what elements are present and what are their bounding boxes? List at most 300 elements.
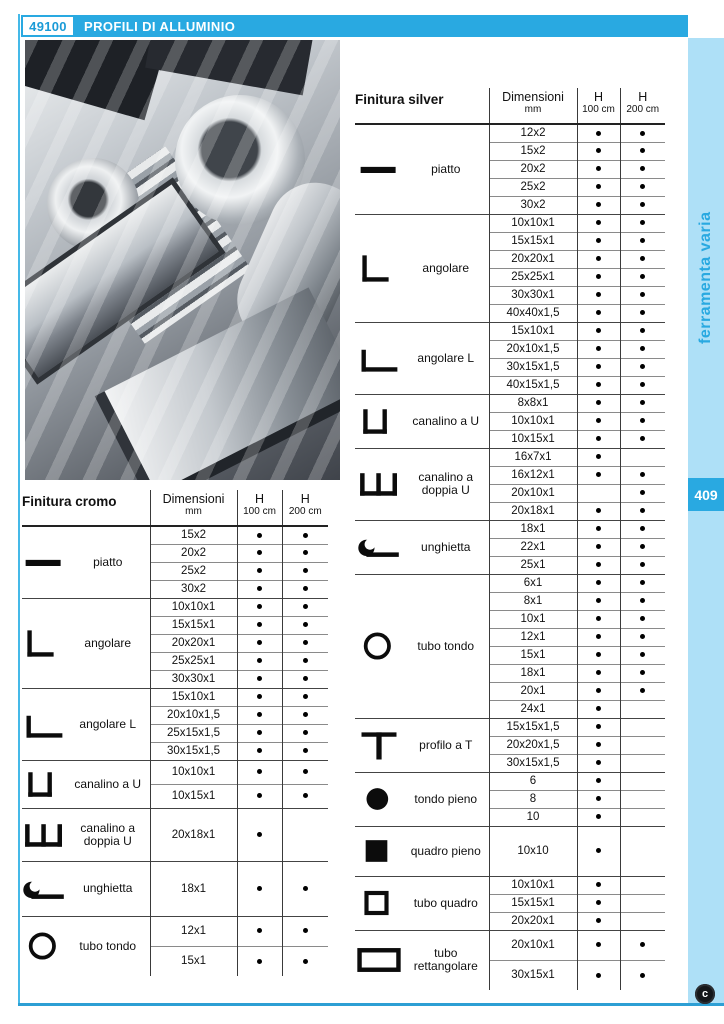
- availability-dot: [596, 202, 601, 207]
- availability-dot: [596, 238, 601, 243]
- dimension-value: 6x1: [489, 574, 577, 592]
- h200-availability: [620, 610, 665, 628]
- h200-availability: [620, 232, 665, 250]
- h200-availability: [620, 178, 665, 196]
- availability-dot: [596, 131, 601, 136]
- availability-dot: [257, 586, 262, 591]
- availability-dot: [257, 640, 262, 645]
- h200-availability: [282, 616, 328, 634]
- availability-dot: [640, 364, 645, 369]
- availability-dot: [596, 256, 601, 261]
- h100-availability: [577, 912, 620, 930]
- table-row: [355, 718, 665, 736]
- h200-availability: [620, 502, 665, 520]
- canalino-u-icon: [22, 760, 66, 808]
- h200-availability: [620, 808, 665, 826]
- h100-availability: [237, 808, 282, 861]
- h200-availability: [620, 574, 665, 592]
- availability-dot: [257, 604, 262, 609]
- availability-dot: [303, 694, 308, 699]
- profile-group-profilo-a-t: [355, 718, 665, 772]
- availability-dot: [596, 562, 601, 567]
- availability-dot: [596, 472, 601, 477]
- dimension-value: 30x15x1: [489, 960, 577, 990]
- availability-dot: [596, 742, 601, 747]
- profile-group-quadro-pieno: [355, 826, 665, 876]
- profile-label: tondo pieno: [403, 772, 489, 826]
- unghietta-icon: [22, 861, 66, 916]
- availability-dot: [257, 832, 262, 837]
- dimension-value: 15x15x1: [150, 616, 237, 634]
- dimension-value: 18x1: [150, 861, 237, 916]
- dimension-value: 16x7x1: [489, 448, 577, 466]
- h200-availability: [620, 466, 665, 484]
- h100-availability: [577, 664, 620, 682]
- availability-dot: [303, 769, 308, 774]
- dimension-value: 30x2: [489, 196, 577, 214]
- dimension-value: 6: [489, 772, 577, 790]
- availability-dot: [257, 550, 262, 555]
- h200-availability: [620, 448, 665, 466]
- dimension-value: 12x1: [489, 628, 577, 646]
- h100-availability: [577, 340, 620, 358]
- h100-header: H 100 cm: [237, 490, 282, 526]
- h200-availability: [620, 376, 665, 394]
- h100-availability: [237, 670, 282, 688]
- availability-dot: [640, 490, 645, 495]
- h200-availability: [620, 412, 665, 430]
- h100-availability: [237, 544, 282, 562]
- h100-availability: [577, 412, 620, 430]
- h100-availability: [237, 760, 282, 784]
- availability-dot: [303, 730, 308, 735]
- page-title-bar: [75, 15, 688, 37]
- profile-group-piatto: [355, 124, 665, 214]
- availability-dot: [596, 454, 601, 459]
- h200-availability: [620, 790, 665, 808]
- availability-dot: [640, 292, 645, 297]
- table-row: [355, 930, 665, 960]
- availability-dot: [640, 382, 645, 387]
- h200-availability: [282, 634, 328, 652]
- dimension-value: 20x10x1,5: [150, 706, 237, 724]
- dimension-value: 15x15x1: [489, 232, 577, 250]
- h100-availability: [577, 610, 620, 628]
- profile-label: piatto: [403, 124, 489, 214]
- availability-dot: [596, 508, 601, 513]
- h100-availability: [577, 124, 620, 142]
- h100-availability: [577, 502, 620, 520]
- dimension-value: 30x2: [150, 580, 237, 598]
- profile-label: tubo quadro: [403, 876, 489, 930]
- profile-group-tondo-pieno: [355, 772, 665, 826]
- h100-availability: [237, 616, 282, 634]
- h100-availability: [577, 484, 620, 502]
- page-bottom-rule: [18, 1003, 724, 1006]
- product-photo: [25, 40, 340, 480]
- h100-availability: [577, 556, 620, 574]
- availability-dot: [596, 184, 601, 189]
- h100-availability: [577, 430, 620, 448]
- h200-availability: [620, 304, 665, 322]
- h200-availability: [620, 592, 665, 610]
- availability-dot: [257, 533, 262, 538]
- h200-availability: [282, 544, 328, 562]
- dimension-value: 25x15x1,5: [150, 724, 237, 742]
- h200-availability: [620, 250, 665, 268]
- h100-availability: [237, 562, 282, 580]
- h200-availability: [620, 754, 665, 772]
- table-row: [22, 861, 328, 916]
- canalino-doppia-u-icon: [22, 808, 66, 861]
- availability-dot: [596, 760, 601, 765]
- availability-dot: [257, 959, 262, 964]
- dimension-value: 8x1: [489, 592, 577, 610]
- availability-dot: [640, 148, 645, 153]
- h100-availability: [577, 358, 620, 376]
- h100-availability: [577, 646, 620, 664]
- availability-dot: [640, 418, 645, 423]
- h100-availability: [237, 784, 282, 808]
- availability-dot: [640, 544, 645, 549]
- availability-dot: [596, 274, 601, 279]
- h100-availability: [577, 772, 620, 790]
- dimension-value: 40x15x1,5: [489, 376, 577, 394]
- dimension-value: 10x15x1: [150, 784, 237, 808]
- h200-availability: [620, 214, 665, 232]
- availability-dot: [596, 346, 601, 351]
- dimension-value: 18x1: [489, 664, 577, 682]
- dimension-value: 15x1: [150, 946, 237, 976]
- availability-dot: [640, 238, 645, 243]
- finitura-silver-table: [355, 88, 665, 990]
- availability-dot: [640, 942, 645, 947]
- h100-availability: [577, 376, 620, 394]
- availability-dot: [257, 622, 262, 627]
- angolare-l-icon: [355, 322, 403, 394]
- h200-availability: [282, 562, 328, 580]
- availability-dot: [640, 346, 645, 351]
- h100-availability: [577, 304, 620, 322]
- dimension-value: 25x25x1: [150, 652, 237, 670]
- availability-dot: [640, 220, 645, 225]
- dimension-value: 20x1: [489, 682, 577, 700]
- availability-dot: [257, 793, 262, 798]
- dimension-value: 8x8x1: [489, 394, 577, 412]
- h200-availability: [620, 394, 665, 412]
- h200-availability: [620, 682, 665, 700]
- availability-dot: [596, 310, 601, 315]
- dimension-value: 30x15x1,5: [489, 358, 577, 376]
- availability-dot: [303, 793, 308, 798]
- table-row: [355, 214, 665, 232]
- availability-dot: [303, 568, 308, 573]
- availability-dot: [596, 634, 601, 639]
- dimension-value: 25x1: [489, 556, 577, 574]
- availability-dot: [640, 184, 645, 189]
- tubo-tondo-icon: [22, 916, 66, 976]
- h200-availability: [620, 718, 665, 736]
- dimension-value: 30x30x1: [150, 670, 237, 688]
- availability-dot: [596, 942, 601, 947]
- profile-group-tubo-tondo: [22, 916, 328, 976]
- profile-label: tubo tondo: [66, 916, 150, 976]
- profile-group-angolare-l: [355, 322, 665, 394]
- profile-label: canalino a U: [66, 760, 150, 808]
- h200-availability: [620, 700, 665, 718]
- article-code-box: [21, 15, 75, 37]
- h200-availability: [620, 930, 665, 960]
- dimension-value: 20x20x1: [489, 250, 577, 268]
- dimension-value: 20x2: [489, 160, 577, 178]
- dimension-value: 10x10x1: [150, 760, 237, 784]
- availability-dot: [596, 292, 601, 297]
- availability-dot: [303, 533, 308, 538]
- availability-dot: [596, 580, 601, 585]
- quadro-pieno-icon: [355, 826, 403, 876]
- h200-availability: [282, 946, 328, 976]
- h100-availability: [577, 196, 620, 214]
- availability-dot: [640, 526, 645, 531]
- availability-dot: [257, 676, 262, 681]
- angolare-icon: [22, 598, 66, 688]
- h100-availability: [577, 538, 620, 556]
- availability-dot: [596, 148, 601, 153]
- h200-availability: [282, 742, 328, 760]
- h100-availability: [577, 394, 620, 412]
- availability-dot: [596, 706, 601, 711]
- h100-availability: [577, 322, 620, 340]
- dimension-value: 10: [489, 808, 577, 826]
- table-row: [355, 124, 665, 142]
- profile-group-tubo-tondo: [355, 574, 665, 718]
- profile-label: tubo rettangolare: [403, 930, 489, 990]
- h100-availability: [577, 232, 620, 250]
- h200-availability: [620, 556, 665, 574]
- dimension-value: 18x1: [489, 520, 577, 538]
- h100-availability: [237, 706, 282, 724]
- h100-header: H 100 cm: [577, 88, 620, 124]
- dimension-value: 15x15x1: [489, 894, 577, 912]
- h200-availability: [282, 652, 328, 670]
- h200-availability: [620, 664, 665, 682]
- dimension-value: 20x20x1: [489, 912, 577, 930]
- availability-dot: [640, 436, 645, 441]
- profile-label: canalino a U: [403, 394, 489, 448]
- availability-dot: [596, 400, 601, 405]
- dimensions-header: Dimensioni mm: [489, 88, 577, 124]
- profile-label: piatto: [66, 526, 150, 598]
- dimension-value: 20x18x1: [489, 502, 577, 520]
- dimension-value: 15x2: [489, 142, 577, 160]
- profile-group-tubo-quadro: [355, 876, 665, 930]
- availability-dot: [303, 748, 308, 753]
- availability-dot: [303, 658, 308, 663]
- unghietta-icon: [355, 520, 403, 574]
- availability-dot: [640, 670, 645, 675]
- availability-dot: [596, 973, 601, 978]
- dimension-value: 30x15x1,5: [489, 754, 577, 772]
- canalino-u-icon: [355, 394, 403, 448]
- availability-dot: [640, 310, 645, 315]
- h100-availability: [237, 742, 282, 760]
- h100-availability: [577, 448, 620, 466]
- h100-availability: [237, 598, 282, 616]
- page-number-badge: 409: [688, 478, 724, 511]
- availability-dot: [596, 436, 601, 441]
- dimension-value: 30x30x1: [489, 286, 577, 304]
- availability-dot: [596, 848, 601, 853]
- table-row: [355, 826, 665, 876]
- h100-availability: [577, 286, 620, 304]
- availability-dot: [640, 616, 645, 621]
- availability-dot: [640, 562, 645, 567]
- dimension-value: 10x10x1: [489, 876, 577, 894]
- h200-availability: [282, 526, 328, 544]
- h100-availability: [577, 178, 620, 196]
- availability-dot: [596, 364, 601, 369]
- h100-availability: [237, 724, 282, 742]
- availability-dot: [596, 918, 601, 923]
- availability-dot: [596, 724, 601, 729]
- dimension-value: 24x1: [489, 700, 577, 718]
- dimension-value: 10x10x1: [489, 214, 577, 232]
- availability-dot: [596, 418, 601, 423]
- h200-availability: [282, 784, 328, 808]
- dimension-value: 20x10x1: [489, 484, 577, 502]
- availability-dot: [303, 586, 308, 591]
- dimension-value: 20x2: [150, 544, 237, 562]
- availability-dot: [640, 973, 645, 978]
- availability-dot: [640, 328, 645, 333]
- h200-availability: [282, 808, 328, 861]
- profile-group-unghietta: [22, 861, 328, 916]
- availability-dot: [596, 778, 601, 783]
- availability-dot: [257, 712, 262, 717]
- h100-availability: [577, 876, 620, 894]
- table-title: Finitura cromo: [22, 490, 150, 526]
- dimension-value: 20x10x1: [489, 930, 577, 960]
- dimension-value: 25x2: [150, 562, 237, 580]
- piatto-icon: [355, 124, 403, 214]
- availability-dot: [640, 274, 645, 279]
- h200-availability: [282, 598, 328, 616]
- h200-availability: [620, 876, 665, 894]
- availability-dot: [640, 472, 645, 477]
- h200-availability: [620, 286, 665, 304]
- h100-availability: [237, 652, 282, 670]
- availability-dot: [640, 598, 645, 603]
- profile-label: angolare L: [66, 688, 150, 760]
- availability-dot: [257, 769, 262, 774]
- h200-availability: [620, 520, 665, 538]
- h100-availability: [577, 960, 620, 990]
- table-row: [22, 688, 328, 706]
- h200-availability: [620, 960, 665, 990]
- h200-availability: [620, 322, 665, 340]
- h100-availability: [577, 628, 620, 646]
- h200-availability: [620, 160, 665, 178]
- availability-dot: [640, 202, 645, 207]
- h200-availability: [282, 861, 328, 916]
- profile-label: profilo a T: [403, 718, 489, 772]
- page-title: PROFILI DI ALLUMINIO: [84, 18, 236, 34]
- profile-group-angolare: [22, 598, 328, 688]
- h200-availability: [620, 826, 665, 876]
- availability-dot: [640, 166, 645, 171]
- availability-dot: [640, 131, 645, 136]
- h100-availability: [577, 250, 620, 268]
- h200-availability: [620, 912, 665, 930]
- h100-availability: [577, 930, 620, 960]
- profile-group-tubo-rettangolare: [355, 930, 665, 990]
- availability-dot: [303, 959, 308, 964]
- h100-availability: [577, 268, 620, 286]
- dimension-value: 10x10x1: [489, 412, 577, 430]
- availability-dot: [257, 658, 262, 663]
- availability-dot: [596, 814, 601, 819]
- availability-dot: [596, 544, 601, 549]
- availability-dot: [596, 526, 601, 531]
- h100-availability: [577, 700, 620, 718]
- h200-availability: [620, 142, 665, 160]
- profile-group-canalino-a-doppia-u: [355, 448, 665, 520]
- availability-dot: [596, 328, 601, 333]
- canalino-doppia-u-icon: [355, 448, 403, 520]
- profile-label: angolare: [66, 598, 150, 688]
- availability-dot: [257, 694, 262, 699]
- h200-availability: [620, 358, 665, 376]
- h200-availability: [620, 646, 665, 664]
- table-row: [22, 808, 328, 861]
- availability-dot: [596, 382, 601, 387]
- page-left-rule: [18, 14, 20, 1004]
- availability-dot: [640, 256, 645, 261]
- profile-group-angolare-l: [22, 688, 328, 760]
- dimension-value: 8: [489, 790, 577, 808]
- h200-availability: [620, 628, 665, 646]
- availability-dot: [640, 580, 645, 585]
- h100-availability: [577, 826, 620, 876]
- profile-group-canalino-a-u: [355, 394, 665, 448]
- table-row: [22, 598, 328, 616]
- availability-dot: [303, 886, 308, 891]
- dimension-value: 15x10x1: [150, 688, 237, 706]
- profile-label: angolare: [403, 214, 489, 322]
- availability-dot: [640, 652, 645, 657]
- table-row: [355, 772, 665, 790]
- h200-availability: [282, 580, 328, 598]
- dimension-value: 10x10x1: [150, 598, 237, 616]
- h100-availability: [577, 160, 620, 178]
- table-row: [355, 574, 665, 592]
- dimension-value: 10x10: [489, 826, 577, 876]
- h200-availability: [620, 538, 665, 556]
- dimension-value: 15x1: [489, 646, 577, 664]
- h100-availability: [237, 526, 282, 544]
- dimension-value: 15x2: [150, 526, 237, 544]
- dimension-value: 15x10x1: [489, 322, 577, 340]
- profile-group-piatto: [22, 526, 328, 598]
- h200-availability: [620, 340, 665, 358]
- h200-availability: [282, 724, 328, 742]
- availability-dot: [257, 886, 262, 891]
- dimension-value: 10x1: [489, 610, 577, 628]
- publisher-logo: c: [695, 984, 715, 1004]
- profile-group-canalino-a-doppia-u: [22, 808, 328, 861]
- dimensions-header: Dimensioni mm: [150, 490, 237, 526]
- h100-availability: [577, 466, 620, 484]
